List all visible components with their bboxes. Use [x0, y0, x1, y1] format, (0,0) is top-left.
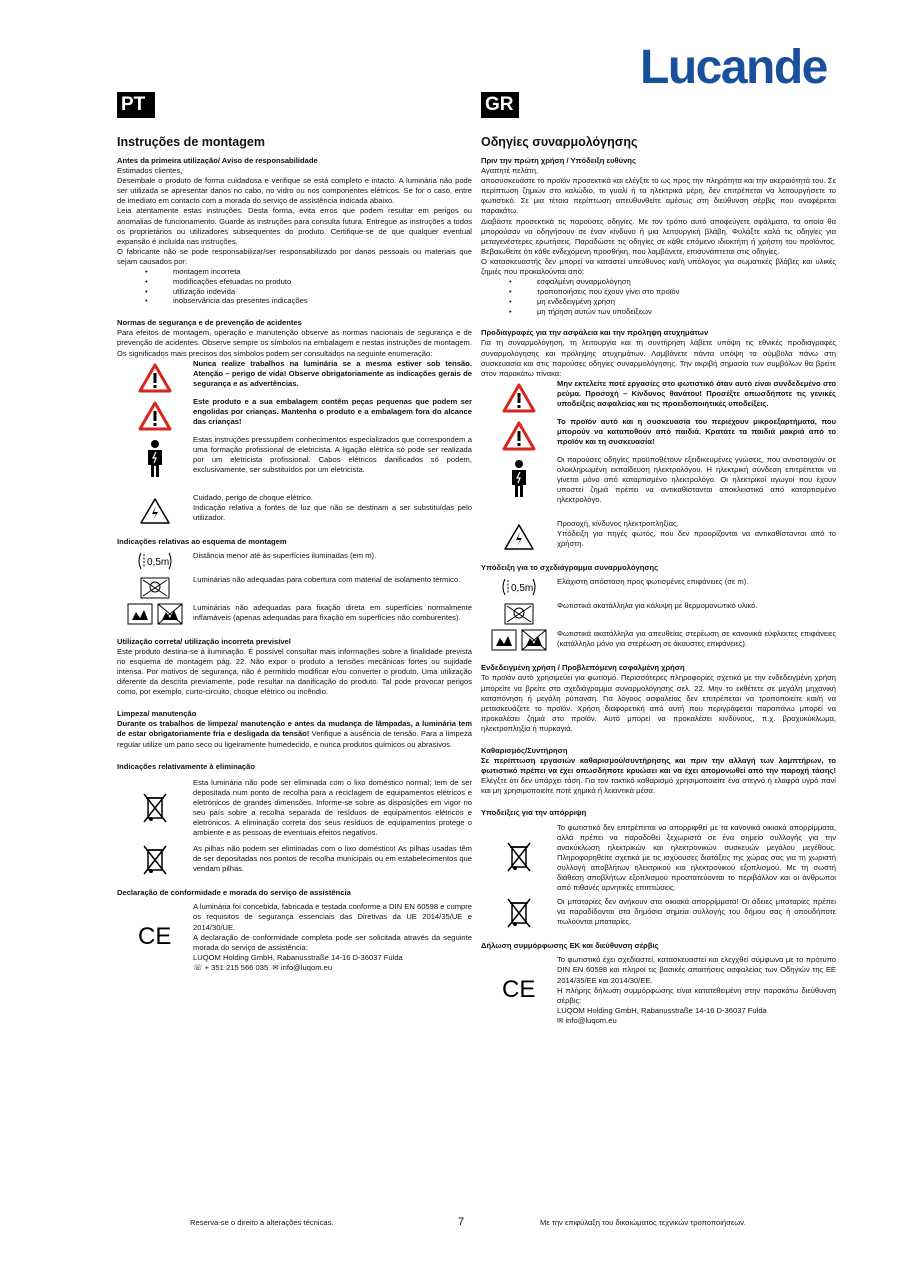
symbol-text: Οι μπαταρίες δεν ανήκουν στα οικιακά απορρίμματα! Οι άδειες μπαταρίες πρέπει να παραδίδονται στα δημόσια σημεία συλλογής του δήμου σας ή οπουδήποτε πωλούνται μπαταρίες. — [557, 897, 836, 927]
section-heading: Indicações relativamente à eliminação — [117, 761, 256, 771]
electrician-icon — [117, 435, 193, 479]
warning-row — [117, 359, 472, 393]
paragraph: αποσυσκευάστε το προϊόν προσεκτικά και ελέγξτε το ως προς την πληρότητα και την ακεραιότητά του. Σε περίπτωση ζημιών στο καλώδιο, το γυαλί ή τα ηλεκτρικά μέρη, δεν επιτρέπεται να λειτουργήσετε το φωτιστικό. Σε μια τέτοια περίπτωση απευθυνθείτε αμέσως στη διεύθυνση σέρβις που αναφέρεται παρακάτω. — [481, 176, 836, 216]
symbol-text: Φωτιστικά ακατάλληλα για κάλυψη με θερμομονωτικό υλικό. — [557, 601, 758, 611]
footer-note: Με την επιφύλαξη του δικαιώματος τεχνικών τροποποιήσεων. — [540, 1218, 747, 1227]
paragraph: Η πλήρης δήλωση συμμόρφωσης είναι κατατεθειμένη στην παρακάτω διεύθυνση σέρβις: — [557, 985, 836, 1005]
paragraph: Για τη συναρμολόγηση, τη λειτουργία και τη συντήρηση λάβετε υπόψη τις εθνικές προδιαγραφές συναρμολόγησης και πρόληψης ατυχημάτων. Λαμβάνετε πάντα υπόψη τα σύμβολα πάνω στη συσκευασία και στις παρούσες οδηγίες συναρμολόγησης. Την ακριβή σημασία των συμβόλων θα βρείτε στον παρακάτω πίνακα: — [481, 338, 836, 378]
symbol-row — [117, 844, 472, 876]
danger-warning-icon — [117, 397, 193, 431]
conformity-text — [193, 902, 472, 973]
section-safety — [117, 318, 472, 524]
warning-line: Προσοχή, κίνδυνος ηλεκτροπληξίας. — [557, 519, 679, 529]
list-item: • μη τήρηση αυτών των υποδείξεων — [537, 307, 836, 317]
danger-warning-icon — [117, 359, 193, 393]
warning-text: Μην εκτελείτε ποτέ εργασίες στο φωτιστικό όταν αυτό είναι συνδεδεμένο στο ρεύμα. Προσοχή – Κίνδυνος θανάτου! Προσέξτε οπωσδήποτε τις γενικές υποδείξεις ασφαλείας και τις προειδοποιητικές υποδείξεις. — [557, 378, 836, 408]
symbol-text: Esta luminária não pode ser eliminada com o lixo doméstico normal; tem de ser depositada num ponto de recolha para a reciclagem de equipamentos elétricos e eletrónicos de grandes dimensões. Informe-se sobre as disposições em vigor no seu país sobre a recolha separada de resíduos de equipamentos elétricos e eletrónicos. A eliminação correta dos seus resíduos de equipamentos protege o ambiente e as pessoas de eventuais efeitos negativos. — [193, 777, 472, 838]
crossed-bin-icon — [117, 778, 193, 824]
warning-row — [481, 519, 836, 551]
paragraph: Este produto destina-se à iluminação. É possível consultar mais informações sobre a finalidade prevista no esquema de montagem pág. 22. Não expor o produto a tensões mecânicas fortes ou sujidade intensa. Por motivos de segurança, não é permitido modificar e/ou converter o produto. Uma utilização diferente da descrita previamente, pode resultar na danificação do produto. Tal pode provocar perigos como, por exemplo, curto-circuito, choque elétrico ou incêndio. — [117, 646, 472, 697]
list-item: • modificações efetuadas no produto — [173, 277, 472, 287]
section-conformity — [117, 888, 472, 973]
danger-warning-icon — [481, 417, 557, 451]
no-insulation-icon — [117, 575, 193, 599]
symbol-text: Το φωτιστικό δεν επιτρέπεται να απορριφθεί με τα κανονικά οικιακά απορρίμματα, αλλά πρέπει να παραδοθεί ξεχωριστά σε ένα σημείο συλλογής για την ανακύκλωση ηλεκτρικών και ηλεκτρονικών συσκευών μεγάλου μεγέθους. Πληροφορηθείτε σχετικά με τις ισχύουσες διατάξεις της χώρας σας για τη χωριστή συλλογή αποβλήτων ηλεκτρικού και ηλεκτρονικού εξοπλισμού. Με τη σωστή διάθεση αποβλήτων εξοπλισμού προστατεύονται το περιβάλλον και οι άνθρωποι από πιθανές αρνητικές επιπτώσεις. — [557, 822, 836, 893]
distance-icon — [481, 577, 557, 597]
phone-number: + 351 215 566 035 — [204, 962, 269, 972]
contact-line — [557, 1016, 836, 1026]
warning-text — [557, 519, 836, 551]
flammable-surface-icon — [117, 603, 193, 625]
distance-label: 0,5m — [147, 556, 170, 568]
paragraph — [117, 719, 472, 749]
service-address: LUQOM Holding GmbH, Rabanusstraße 14-16 D-36037 Fulda — [557, 1005, 767, 1015]
electric-shock-icon — [481, 519, 557, 551]
symbol-row — [117, 603, 472, 625]
symbol-text: Luminárias não adequadas para fixação direta em superfícies normalmente inflamáveis (apenas adequadas para fixação em superfícies não comburentes). — [193, 602, 472, 622]
section-first-use — [117, 156, 472, 306]
text: Ελέγξτε ότι δεν υπάρχει τάση. Για τον τακτικό καθαρισμό χρησιμοποιείτε ένα στεγνό ή ελαφρά υγρό πανί και μη χρησιμοποιείτε ποτέ χημικά ή λειαντικά μέσα. — [481, 776, 836, 796]
paragraph: Leia atentamente estas instruções. Desta forma, evita erros que podem resultar em perigos ou anomalias de funcionamento. Guarde as instruções para consulta futura. Entregue as instruções a todos os proprietários ou utilizadores subsequentes do produto. Certifique-se de que qualquer eventual expansão é incluída nas instruções. — [117, 206, 472, 246]
warning-text: Το προϊόν αυτό και η συσκευασία του περιέχουν μικροεξαρτήματα, που μπορούν να καταποθούν από παιδιά. Κρατάτε τα παιδιά μακριά από το προϊόν και τη συσκευασία! — [557, 416, 836, 446]
list-item: • utilização indevida — [173, 287, 472, 297]
section-diagram — [481, 563, 836, 651]
section-heading: Utilização correta/ utilização incorreta previsível — [117, 636, 291, 646]
paragraph: Desembale o produto de forma cuidadosa e verifique se está completo e intacto. A luminária não pode ser utilizada se apresentar danos no cabo, no vidro ou nos componentes elétricos. Se for o caso, entre de imediato em contacto com a morada do serviço de assistência indicada abaixo. — [117, 176, 472, 206]
paragraph: Διαβάστε προσεκτικά τις παρούσες οδηγίες. Με τον τρόπο αυτό αποφεύγετε σφάλματα, τα οποία θα μπορούσαν να οδηγήσουν σε έναν κίνδυνο ή μια λειτουργική βλάβη. Φυλάξτε καλά τις οδηγίες για μεταγενέστερες ερωτήσεις. Παραδώστε τις οδηγίες σε κάθε επόμενο ιδιοκτήτη ή χρήστη του προϊόντος. Βεβαιωθείτε ότι κάθε ενδεχόμενη προσθήκη, που λαμβάνετε, επισυνάπτεται στις οδηγίες. — [481, 216, 836, 256]
column-gr — [481, 134, 836, 1038]
warning-row — [481, 455, 836, 505]
list-item: • montagem incorreta — [173, 267, 472, 277]
section-cleaning — [481, 746, 836, 796]
electric-shock-icon — [117, 493, 193, 525]
email-icon: ✉ — [557, 1015, 564, 1025]
ce-label: CE — [138, 924, 172, 947]
distance-label: 0,5m — [511, 583, 534, 595]
symbol-row — [117, 575, 472, 599]
symbol-row — [481, 955, 836, 1026]
section-heading: Υπόδειξη για το σχεδιάγραμμα συναρμολόγησης — [481, 563, 659, 573]
paragraph: Ο κατασκευαστής δεν μπορεί να καταστεί υπεύθυνος και/ή υπόλογος για σωματικές βλάβες και υλικές ζημιές που προκαλούνται από: — [481, 256, 836, 277]
page-number: 7 — [458, 1216, 465, 1228]
liability-list — [481, 277, 836, 316]
bold-text: Σε περίπτωση εργασιών καθαρισμού/συντήρησης και πριν την αλλαγή των λαμπτήρων, το φωτιστικό πρέπει να έχει οπωσδήποτε κρυώσει και να έχει απομονωθεί από την παροχή τάσης! — [481, 756, 836, 776]
section-usage — [481, 663, 836, 734]
lang-label-pt: PT — [117, 92, 155, 118]
paragraph: O fabricante não se pode responsabilizar/ser responsabilizado por danos pessoais ou materiais que sejam causados por: — [117, 246, 472, 266]
section-disposal — [481, 808, 836, 929]
bold-text: Durante os trabalhos de limpeza/ manutenção e antes da mudança de lâmpadas, a luminária tem de estar obrigatoriamente fria e desligada da tensão! — [117, 719, 472, 739]
no-insulation-icon — [481, 601, 557, 625]
symbol-row — [481, 823, 836, 894]
column-pt — [117, 134, 472, 985]
symbol-text: As pilhas não podem ser eliminadas com o lixo doméstico! As pilhas usadas têm de ser depositadas nos pontos de recolha municipais ou em estabelecimentos que vendam pilhas. — [193, 844, 472, 874]
flammable-surface-icon — [481, 629, 557, 651]
warning-line: Indicação relativa a fontes de luz que não se destinam a ser substituídas pelo utilizador. — [193, 502, 472, 522]
contact-line — [193, 963, 472, 973]
section-heading: Normas de segurança e de prevenção de acidentes — [117, 318, 302, 328]
symbol-row — [481, 629, 836, 651]
symbol-row — [117, 778, 472, 839]
text: Verifique a ausência de tensão. Para a limpeza regular utilize um pano seco ou ligeiramente humedecido, e nunca produtos químicos ou abrasivos. — [117, 729, 472, 749]
email-address[interactable]: info@luqom.eu — [280, 962, 333, 972]
section-disposal — [117, 762, 472, 877]
warning-row — [481, 379, 836, 413]
lang-label-gr: GR — [481, 92, 519, 118]
phone-icon: ☏ — [193, 962, 203, 972]
email-address[interactable]: info@luqom.eu — [565, 1015, 617, 1025]
section-heading: Antes da primeira utilização/ Aviso de responsabilidade — [117, 156, 318, 165]
paragraph: Para efeitos de montagem, operação e manutenção observe as normas nacionais de segurança e de prevenção de acidentes. Observe sempre os símbolos na embalagem e nestas instruções de montagem. Os significados mais precisos dos símbolos podem ser consultados na seguinte enumeração: — [117, 328, 472, 358]
section-heading: Προδιαγραφές για την ασφάλεια και την πρόληψη ατυχημάτων — [481, 328, 709, 338]
warning-row — [117, 435, 472, 479]
paragraph: A luminária foi concebida, fabricada e testada conforme a DIN EN 60598 e cumpre os requisitos de segurança essenciais das Diretivas da UE 2014/35/UE e 2014/30/UE. — [193, 902, 472, 932]
section-conformity — [481, 941, 836, 1026]
brand-logo: Lucande — [640, 41, 827, 94]
symbol-row — [117, 902, 472, 973]
section-heading: Υποδείξεις για την απόρριψη — [481, 808, 587, 818]
section-safety — [481, 328, 836, 551]
liability-list — [117, 267, 472, 306]
warning-row — [117, 397, 472, 431]
section-heading: Limpeza/ manutenção — [117, 709, 197, 719]
section-usage — [117, 637, 472, 698]
danger-warning-icon — [481, 379, 557, 413]
section-heading: Δήλωση συμμόρφωσης ΕΚ και διεύθυνση σέρβις — [481, 941, 659, 951]
warning-text: Οι παρούσες οδηγίες προϋποθέτουν εξειδικευμένες γνώσεις, που αντιστοιχούν σε ολοκληρωμένη εκπαίδευση ηλεκτρολόγου. Η ηλεκτρική σύνδεση επιτρέπεται να γίνεται μόνο από καταρτισμένο ηλεκτρολόγο. Οι ηλεκτρικοί αγωγοί που έχουν υποστεί ζημιά πρέπει να αντικαθίστανται αποκλειστικά από καταρτισμένο ηλεκτρολόγο. — [557, 454, 836, 505]
crossed-bin-icon — [481, 823, 557, 873]
warning-row — [481, 417, 836, 451]
warning-line: Υπόδειξη για πηγές φωτός, που δεν προορίζονται να αντικαθίστανται από το χρήστη. — [557, 529, 836, 549]
paragraph: Το προϊόν αυτό χρησιμεύει για φωτισμό. Περισσότερες πληροφορίες σχετικά με την ενδεδειγμένη χρήση μπορείτε να βρείτε στο σχεδιάγραμμα συναρμολόγησης σελ. 22. Μην το εκθέτετε σε μεγάλη μηχανική καταπόνηση ή μεγάλη ρύπανση. Για λόγους ασφαλείας δεν επιτρέπεται να τροποποιείτε και/ή να μετασκευάζετε το προϊόν. Χρήση διαφορετική από αυτή που περιγράφεται παραπάνω μπορεί να προκαλέσει ζημιά στο προϊόν. Αυτό μπορεί να προκαλέσει κινδύνους, π.χ. βραχυκύκλωμα, ηλεκτροπληξία ή πυρκαγιά. — [481, 673, 836, 733]
ce-label: CE — [502, 977, 536, 1000]
warning-text — [193, 493, 472, 525]
list-item: • μη ενδεδειγμένη χρήση — [537, 297, 836, 307]
service-address: LUQOM Holding GmbH, Rabanusstraße 14-16 D-36037 Fulda — [193, 952, 403, 962]
symbol-text: Distância menor até às superfícies iluminadas (em m). — [193, 550, 377, 560]
list-item: • εσφαλμένη συναρμολόγηση — [537, 277, 836, 287]
section-heading: Declaração de conformidade e morada do serviço de assistência — [117, 888, 351, 898]
crossed-bin-battery-icon — [481, 897, 557, 929]
paragraph: A declaração de conformidade completa pode ser solicitada através da seguinte morada do serviço de assistência: — [193, 932, 472, 952]
warning-text: Estas instruções pressupõem conhecimentos especializados que correspondem a uma formação profissional de eletricista. A ligação elétrica só pode ser realizada por um eletricista profissional. Cabos elétricos danificados só podem, exclusivamente, ser substituídos por um eletricista. — [193, 434, 472, 474]
section-heading: Indicações relativas ao esquema de montagem — [117, 536, 287, 546]
symbol-text: Ελάχιστη απόσταση προς φωτισμένες επιφάνειες (σε m). — [557, 577, 749, 587]
section-first-use — [481, 156, 836, 316]
warning-row — [117, 493, 472, 525]
section-heading: Ενδεδειγμένη χρήση / Προβλεπόμενη εσφαλμένη χρήση — [481, 663, 685, 673]
paragraph: Estimados clientes, — [117, 166, 183, 176]
symbol-row — [481, 601, 836, 625]
symbol-row — [481, 577, 836, 597]
section-diagram — [117, 537, 472, 625]
page-title: Instruções de montagem — [117, 135, 265, 149]
email-icon: ✉ — [272, 962, 279, 972]
symbol-row — [481, 897, 836, 929]
distance-icon — [117, 551, 193, 571]
page-title: Οδηγίες συναρμολόγησης — [481, 135, 638, 149]
warning-text: Nunca realize trabalhos na luminária se a mesma estiver sob tensão. Atenção – perigo de vida! Observe obrigatoriamente as indicações gerais de segurança e as advertências. — [193, 358, 472, 388]
section-heading: Πριν την πρώτη χρήση / Υπόδειξη ευθύνης — [481, 156, 636, 165]
ce-mark-icon — [117, 902, 193, 946]
section-cleaning — [117, 709, 472, 749]
paragraph: Το φωτιστικό έχει σχεδιαστεί, κατασκευαστεί και ελεγχθεί σύμφωνα με το πρότυπο DIN EN 60598 και πληροί τις βασικές απαιτήσεις ασφαλείας των Οδηγιών της ΕΕ 2014/35/ΕΕ και 2014/30/ΕΕ. — [557, 955, 836, 985]
footer-note: Reserva-se o direito a alterações técnicas. — [190, 1218, 334, 1227]
list-item: • inobservância das presentes indicações — [173, 296, 472, 306]
conformity-text — [557, 955, 836, 1026]
warning-text: Este produto e a sua embalagem contêm peças pequenas que podem ser engolidas por crianças. Mantenha o produto e a embalagem fora do alcance das crianças! — [193, 396, 472, 426]
warning-line: Cuidado, perigo de choque elétrico. — [193, 492, 313, 502]
ce-mark-icon — [481, 955, 557, 999]
crossed-bin-battery-icon — [117, 844, 193, 876]
paragraph — [481, 756, 836, 796]
symbol-text: Φωτιστικά ακατάλληλα για απευθείας στερέωση σε κανονικά εύφλεκτες επιφάνειες (κατάλληλο μόνο για στερέωση σε άκαυστες επιφάνειες). — [557, 629, 836, 649]
paragraph: Αγαπητέ πελάτη, — [481, 166, 539, 176]
section-heading: Καθαρισμός/Συντήρηση — [481, 746, 568, 755]
symbol-text: Luminárias não adequadas para cobertura com material de isolamento térmico. — [193, 574, 461, 584]
symbol-row — [117, 551, 472, 571]
electrician-icon — [481, 455, 557, 505]
list-item: • τροποποιήσεις που έχουν γίνει στο προϊόν — [537, 287, 836, 297]
